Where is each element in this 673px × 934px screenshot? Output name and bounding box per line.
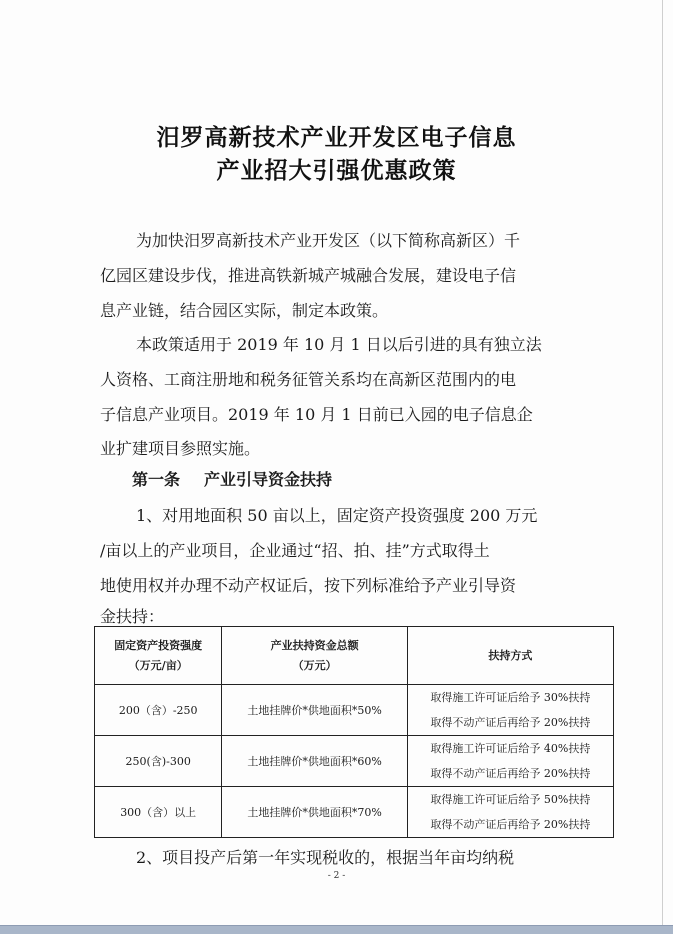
method-line-1: 取得施工许可证后给予 40%扶持 (430, 742, 591, 755)
cell-total: 土地挂牌价*供地面积*70% (222, 787, 407, 838)
header-total-support (222, 627, 407, 685)
page-number: - 2 - (327, 871, 346, 881)
item-1-line-2: /亩以上的产业项目，企业通过“招、拍、挂”方式取得土 (100, 541, 490, 560)
cell-intensity: 200（含）-250 (95, 685, 222, 736)
article-1-title: 产业引导资金扶持 (204, 470, 333, 489)
method-line-1: 取得施工许可证后给予 50%扶持 (430, 793, 591, 806)
item-1-line-1: 1、对用地面积 50 亩以上，固定资产投资强度 200 万元 (136, 506, 538, 525)
method-line-2: 取得不动产证后再给予 20%扶持 (430, 716, 591, 729)
article-1-number: 第一条 (132, 470, 181, 489)
table-row (95, 685, 614, 736)
cell-total: 土地挂牌价*供地面积*60% (222, 736, 407, 787)
scope-line-1: 本政策适用于 2019 年 10 月 1 日以后引进的具有独立法 (136, 335, 542, 354)
scope-line-3: 子信息产业项目。2019 年 10 月 1 日前已入园的电子信息企 (100, 405, 533, 424)
document-title-line-1: 汨罗高新技术产业开发区电子信息 (156, 124, 517, 151)
header-col1-line1: 固定资产投资强度 (114, 638, 203, 652)
method-line-2: 取得不动产证后再给予 20%扶持 (430, 767, 591, 780)
cell-intensity: 300（含）以上 (95, 787, 222, 838)
table-header-row (95, 627, 614, 685)
method-line-1: 取得施工许可证后给予 30%扶持 (430, 691, 591, 704)
item-1-line-4: 金扶持： (100, 607, 165, 626)
method-line-2: 取得不动产证后再给予 20%扶持 (430, 818, 591, 831)
header-support-method: 扶持方式 (407, 627, 613, 685)
cell-total: 土地挂牌价*供地面积*50% (222, 685, 407, 736)
header-col2-line1: 产业扶持资金总额 (270, 638, 359, 652)
scope-line-4: 业扩建项目参照实施。 (100, 439, 261, 458)
cell-method (407, 685, 613, 736)
document-title-line-2: 产业招大引强优惠政策 (216, 157, 457, 184)
header-col1-line2: （万元/亩） (128, 658, 188, 672)
table-row (95, 736, 614, 787)
intro-line-2: 亿园区建设步伐，推进高铁新城产城融合发展，建设电子信 (100, 266, 517, 285)
article-1-heading (132, 462, 332, 497)
cell-method (407, 787, 613, 838)
header-investment-intensity (95, 627, 222, 685)
cell-intensity: 250(含)-300 (95, 736, 222, 787)
item-1-line-3: 地使用权并办理不动产权证后，按下列标准给予产业引导资 (100, 576, 517, 595)
table-row (95, 787, 614, 838)
intro-line-1: 为加快汨罗高新技术产业开发区（以下简称高新区）千 (136, 231, 521, 250)
item-2-line-1: 2、项目投产后第一年实现税收的，根据当年亩均纳税 (136, 848, 515, 867)
header-col2-line2: （万元） (292, 658, 337, 672)
intro-line-3: 息产业链，结合园区实际，制定本政策。 (100, 301, 389, 320)
support-policy-table (94, 626, 614, 838)
cell-method (407, 736, 613, 787)
scope-line-2: 人资格、工商注册地和税务征管关系均在高新区范围内的电 (100, 370, 517, 389)
